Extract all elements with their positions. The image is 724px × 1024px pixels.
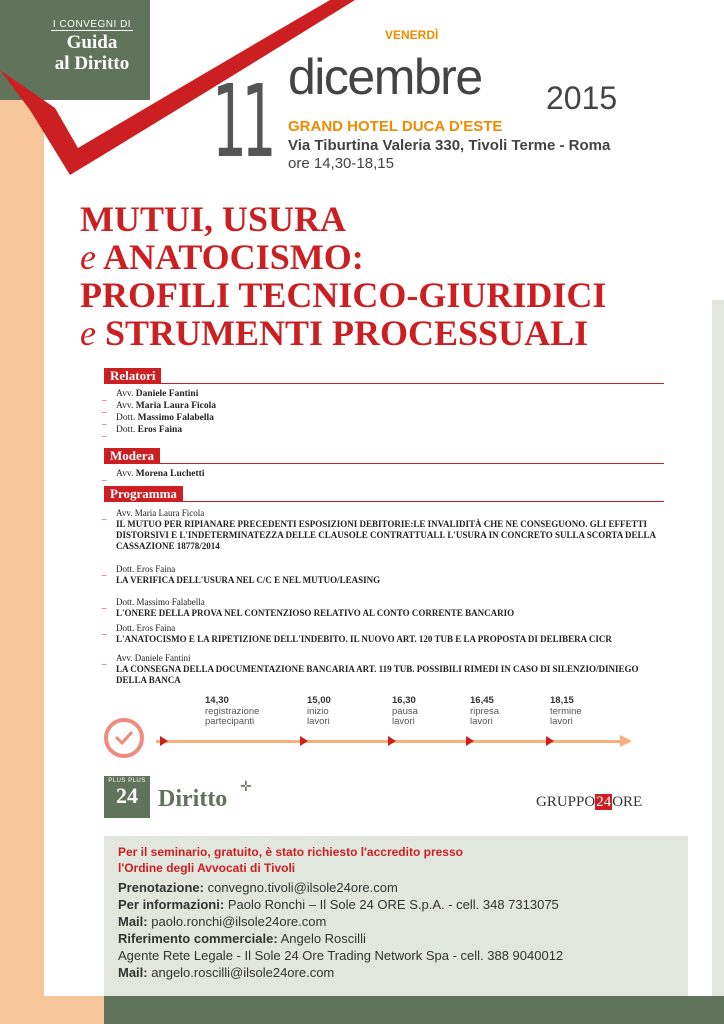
moderator-item	[102, 468, 664, 482]
modera-label: Modera	[104, 448, 160, 464]
gruppo24ore-logo	[536, 794, 642, 811]
timeline-marker	[466, 736, 474, 746]
logo-gruppo-text: GRUPPO	[536, 794, 596, 810]
mail-link[interactable]: paolo.ronchi@ilsole24ore.com	[151, 914, 327, 929]
logo-ore-text: ORE	[612, 794, 643, 810]
mail-label: Mail:	[118, 965, 148, 980]
info-value: Paolo Ronchi – Il Sole 24 ORE S.p.A. - cell. 348 7313075	[227, 897, 559, 912]
step-label: lavori	[470, 716, 493, 727]
program-role: Avv.	[116, 653, 133, 663]
bullet-dash: _	[102, 511, 107, 521]
title-conj-2: e	[80, 313, 96, 353]
program-item	[102, 564, 664, 586]
relatori-header	[104, 368, 664, 384]
mail-label: Mail:	[118, 914, 148, 929]
timeline-marker	[160, 736, 168, 746]
commercial-line	[118, 930, 563, 947]
booking-label: Prenotazione:	[118, 880, 204, 895]
bullet-dash: _	[102, 416, 107, 426]
right-decor-strip	[712, 300, 724, 1024]
step-time: 18,15	[550, 695, 574, 706]
program-speaker: Daniele Fantini	[134, 653, 191, 663]
speaker-item	[102, 400, 664, 414]
timeline-marker	[300, 736, 308, 746]
title-line-1: MUTUI, USURA	[80, 199, 347, 239]
commercial-value: Angelo Roscilli	[280, 931, 366, 946]
bullet-dash: _	[102, 404, 107, 414]
bullet-dash: _	[102, 567, 107, 577]
title-line-2	[80, 238, 710, 276]
timeline-step	[205, 696, 259, 728]
venue-hotel: GRAND HOTEL DUCA D'ESTE	[288, 118, 503, 135]
logo-24-text: 24	[596, 794, 612, 810]
programma-section	[104, 486, 664, 686]
program-topic: LA CONSEGNA DELLA DOCUMENTAZIONE BANCARIA ART. 119 TUB. POSSIBILI RIMEDI IN CASO DI SILENZIO/DINIEGO DELLA BANCA	[116, 664, 639, 685]
speaker-role: Avv.	[116, 401, 134, 411]
section-divider	[183, 501, 664, 502]
event-time: ore 14,30-18,15	[288, 155, 394, 172]
speaker-name: Daniele Fantini	[135, 389, 199, 399]
program-speaker: Massimo Falabella	[136, 597, 205, 607]
event-weekday: VENERDÌ	[385, 28, 439, 42]
program-item	[102, 508, 664, 552]
event-day: 11	[212, 63, 271, 180]
title-line-3: PROFILI TECNICO-GIURIDICI	[80, 275, 607, 315]
step-time: 16,45	[470, 695, 494, 706]
mail-link[interactable]: angelo.roscilli@ilsole24ore.com	[151, 965, 335, 980]
page-title	[80, 200, 710, 352]
accreditation-note	[118, 844, 563, 876]
modera-section	[104, 448, 664, 480]
speaker-name: Eros Faina	[137, 425, 183, 435]
programma-header	[104, 486, 664, 502]
timeline-marker	[388, 736, 396, 746]
moderator-name: Morena Luchetti	[135, 469, 205, 479]
timeline-step	[550, 696, 582, 728]
speaker-item	[102, 424, 664, 438]
program-topic: L'ANATOCISMO E LA RIPETIZIONE DELL'INDEBITO. IL NUOVO ART. 120 TUB E LA PROPOSTA DI DELIBERA CICR	[116, 634, 612, 644]
logo-small-text: PLUS PLUS	[108, 778, 146, 784]
mail-line-1	[118, 913, 563, 930]
timeline-arrowhead	[620, 735, 632, 747]
speaker-name: Massimo Falabella	[137, 413, 214, 423]
schedule-timeline	[100, 696, 640, 756]
program-speaker: Eros Faina	[136, 564, 176, 574]
bullet-dash: _	[102, 392, 107, 402]
venue-address: Via Tiburtina Valeria 330, Tivoli Terme - Roma	[288, 137, 611, 154]
programma-label: Programma	[104, 486, 183, 502]
step-label: ripresa	[470, 705, 500, 717]
series-kicker: I CONVEGNI DI	[52, 19, 132, 30]
logo-number: 24	[116, 783, 138, 808]
bullet-dash: _	[102, 626, 107, 636]
bullet-dash: _	[102, 472, 107, 482]
info-label: Per informazioni:	[118, 897, 225, 912]
bullet-dash: _	[102, 656, 107, 666]
step-label: lavori	[392, 716, 415, 727]
title-line-2-text: ANATOCISMO:	[103, 237, 364, 277]
step-label: registrazione	[205, 705, 260, 717]
section-divider	[161, 383, 664, 384]
program-topic: LA VERIFICA DELL'USURA NEL C/C E NEL MUTUO/LEASING	[116, 575, 381, 585]
speaker-role: Dott.	[116, 413, 136, 423]
bullet-dash: _	[102, 428, 107, 438]
event-month: dicembre	[288, 49, 482, 105]
program-role: Dott.	[116, 597, 135, 607]
program-role: Avv.	[116, 508, 133, 518]
speaker-item	[102, 412, 664, 426]
title-line-4-text: STRUMENTI PROCESSUALI	[104, 313, 589, 353]
program-item	[102, 653, 664, 686]
speaker-role: Dott.	[116, 425, 136, 435]
step-label: inizio	[307, 705, 329, 717]
accreditation-line-2: l'Ordine degli Avvocati di Tivoli	[118, 861, 296, 875]
bullet-dash: _	[102, 600, 107, 610]
plus24-logo	[104, 776, 150, 818]
mail-line-2	[118, 964, 563, 981]
timeline-step	[392, 696, 418, 728]
speaker-item	[102, 388, 664, 402]
speaker-role: Avv.	[116, 389, 134, 399]
step-time: 15,00	[307, 695, 331, 706]
agent-line: Agente Rete Legale - Il Sole 24 Ore Trading Network Spa - cell. 388 9040012	[118, 948, 564, 963]
program-speaker: Eros Faina	[136, 623, 176, 633]
event-year: 2015	[546, 80, 618, 116]
relatori-label: Relatori	[104, 368, 161, 384]
program-item	[102, 597, 664, 619]
booking-email-link[interactable]: convegno.tivoli@ilsole24ore.com	[207, 880, 398, 895]
step-label: lavori	[307, 716, 330, 727]
step-label: lavori	[550, 716, 573, 727]
program-role: Dott.	[116, 623, 135, 633]
modera-header	[104, 448, 664, 464]
footer-green-bar	[44, 996, 724, 1024]
program-speaker: Maria Laura Ficola	[134, 508, 205, 518]
brand-line-1: Guida	[66, 32, 118, 53]
program-role: Dott.	[116, 564, 135, 574]
step-time: 16,30	[392, 695, 416, 706]
plus-icon: ✛	[240, 778, 252, 794]
footer-peach-bar	[44, 996, 104, 1024]
program-item	[102, 623, 664, 645]
timeline-step	[307, 696, 331, 728]
clock-icon	[104, 718, 144, 758]
title-line-4	[80, 314, 710, 352]
step-label: termine	[550, 705, 582, 717]
speaker-name: Maria Laura Ficola	[135, 401, 217, 411]
accreditation-line-1: Per il seminario, gratuito, è stato richiesto l'accredito presso	[118, 845, 463, 859]
program-topic: IL MUTUO PER RIPIANARE PRECEDENTI ESPOSIZIONI DEBITORIE:LE INVALIDITÀ CHE NE CONSEGUONO. GLI EFFETTI DISTORSIVI E L'INDETERMINATEZZA DELLE CLAUSOLE CONTRATTUALI. L'USURA IN CONCRETO SULLA SCORTA DELLA CASSAZIONE 18778/2014	[116, 519, 656, 551]
relatori-section	[104, 368, 664, 436]
diritto-logo-text: Diritto	[158, 786, 228, 812]
booking-line	[118, 879, 563, 896]
program-topic: L'ONERE DELLA PROVA NEL CONTENZIOSO RELATIVO AL CONTO CORRENTE BANCARIO	[116, 608, 515, 618]
timeline-step	[470, 696, 499, 728]
title-conj-1: e	[80, 237, 96, 277]
moderator-role: Avv.	[116, 469, 134, 479]
section-divider	[160, 463, 664, 464]
commercial-label: Riferimento commerciale:	[118, 931, 278, 946]
contact-info-box	[104, 836, 688, 996]
checkmark-icon	[108, 722, 140, 754]
series-brand	[46, 14, 138, 74]
step-time: 14,30	[205, 695, 229, 706]
step-label: partecipanti	[205, 716, 255, 727]
brand-line-2: al Diritto	[54, 53, 130, 74]
timeline-marker	[546, 736, 554, 746]
info-line	[118, 896, 563, 913]
step-label: pausa	[392, 705, 418, 717]
